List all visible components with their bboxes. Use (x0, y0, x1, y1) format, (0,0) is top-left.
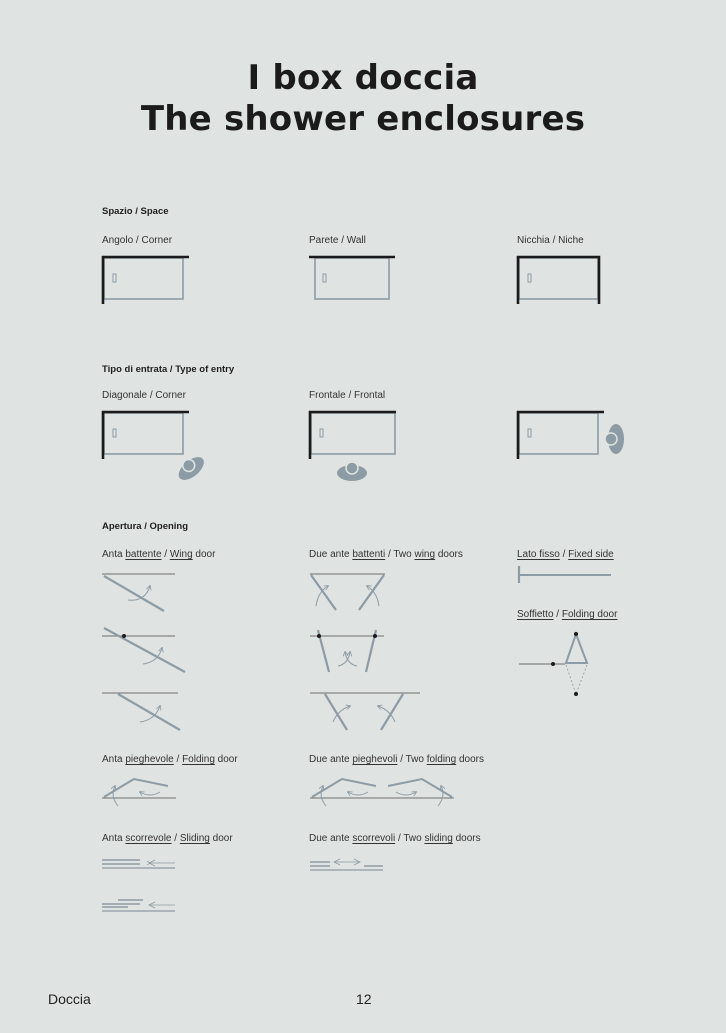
wing-door-diagram-3 (102, 693, 180, 730)
section-space-heading: Spazio / Space (102, 206, 169, 217)
label-niche: Nicchia / Niche (517, 235, 584, 246)
folding-door-diagram (102, 779, 176, 806)
wing-door-diagram-2 (102, 628, 185, 672)
section-entry-heading: Tipo di entrata / Type of entry (102, 364, 235, 375)
label-frontal: Frontale / Frontal (309, 390, 386, 401)
page-title-line-1: I box doccia (247, 58, 479, 98)
label-wall: Parete / Wall (309, 235, 366, 246)
folding-side-diagram (519, 632, 587, 696)
wing-door-diagram-1 (102, 574, 175, 611)
label-two-wing-doors: Due ante battenti / Two wing doors (309, 549, 463, 560)
footer-section-name: Doccia (48, 991, 91, 1007)
label-diagonal: Diagonale / Corner (102, 390, 186, 401)
page-number: 12 (356, 991, 372, 1007)
label-two-sliding-doors: Due ante scorrevoli / Two sliding doors (309, 833, 481, 844)
two-wing-doors-diagram-1 (310, 574, 385, 610)
label-wing-door: Anta battente / Wing door (102, 549, 216, 560)
label-fixed-side: Lato fisso / Fixed side (517, 549, 614, 560)
sliding-door-diagram-1 (102, 860, 175, 868)
fixed-side-diagram (519, 566, 611, 583)
label-two-folding-doors: Due ante pieghevoli / Two folding doors (309, 754, 484, 765)
sliding-door-diagram-2 (102, 900, 175, 911)
page-title-line-2: The shower enclosures (140, 99, 586, 139)
two-wing-doors-diagram-3 (310, 693, 420, 730)
two-sliding-doors-diagram (310, 859, 383, 870)
two-folding-doors-diagram (310, 779, 454, 806)
label-sliding-door: Anta scorrevole / Sliding door (102, 833, 233, 844)
two-wing-doors-diagram-2 (310, 630, 384, 672)
label-folding-side: Soffietto / Folding door (517, 609, 618, 620)
label-corner: Angolo / Corner (102, 235, 173, 246)
section-opening-heading: Apertura / Opening (102, 521, 189, 532)
label-folding-door: Anta pieghevole / Folding door (102, 754, 238, 765)
